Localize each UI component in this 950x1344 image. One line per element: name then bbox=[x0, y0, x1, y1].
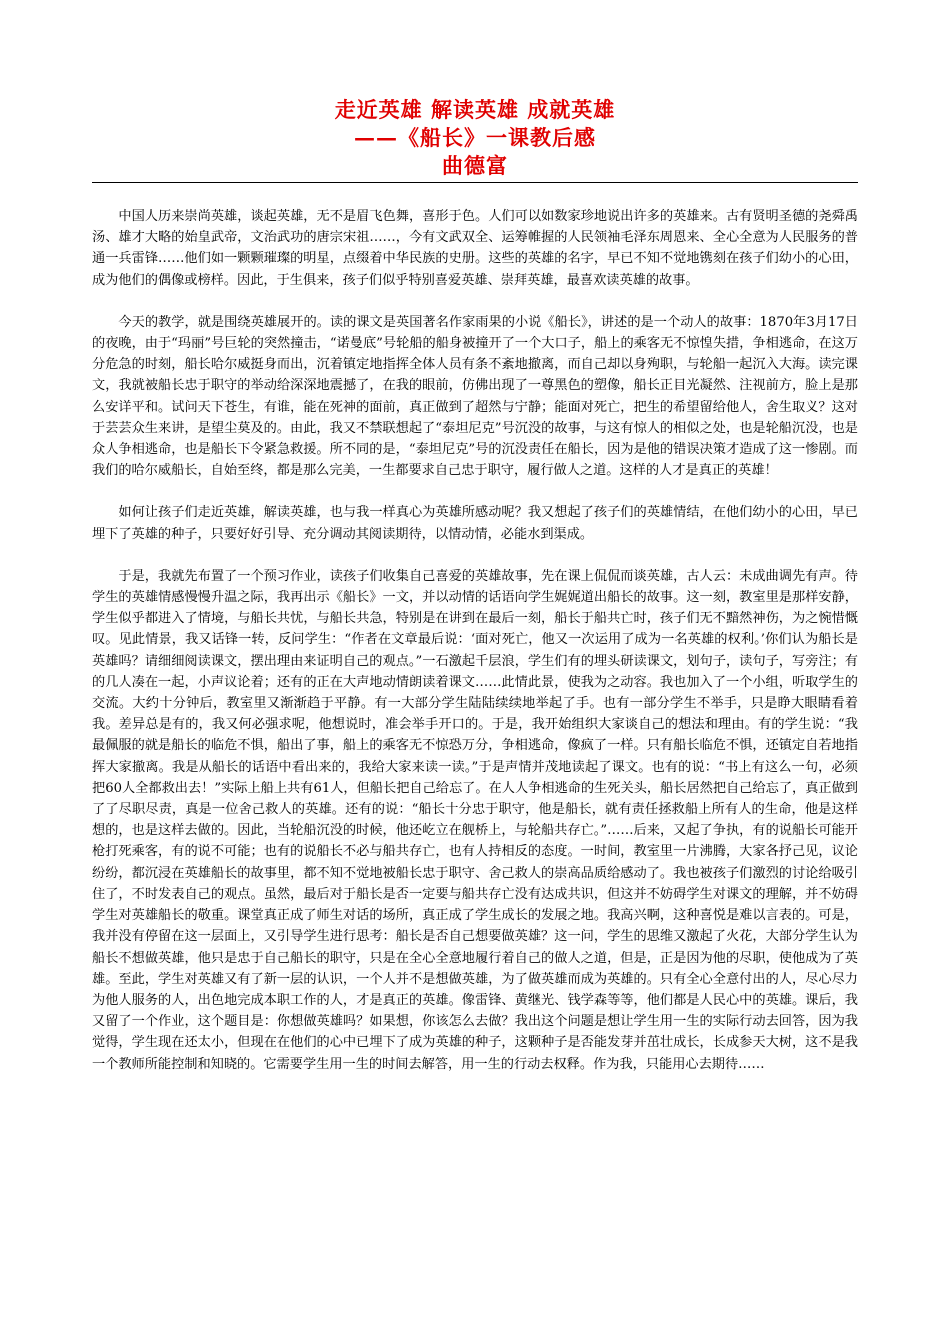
paragraph-2: 今天的教学，就是围绕英雄展开的。读的课文是英国著名作家雨果的小说《船长》，讲述的是一个动人的故事：1870年3月17日的夜晚，由于“玛丽”号巨轮的突然撞击，“诺曼底”号轮船的船身被撞开了一个大口子，船上的乘客无不惊惶失措，争相逃命，在这万分危急的时刻，船长哈尔威挺身而出，沉着镇定地指挥全体人员有条不紊地撤离，而自己却以身殉职，与轮船一起沉入大海。读完课文，我就被船长忠于职守的举动给深深地震撼了，在我的眼前，仿佛出现了一尊黑色的塑像，船长正目光凝然、注视前方，脸上是那么安详平和。试问天下苍生，有谁，能在死神的面前，真正做到了超然与宁静；能面对死亡，把生的希望留给他人，舍生取义？这对于芸芸众生来讲，是望尘莫及的。由此，我又不禁联想起了“泰坦尼克”号沉没的故事，与这有惊人的相似之处，也是轮船沉没，也是众人争相逃命，也是船长下令紧急救援。所不同的是，“泰坦尼克”号的沉没责任在船长，因为是他的错误决策才造成了这一惨剧。而我们的哈尔威船长，自始至终，都是那么完美，一生都要求自己忠于职守，履行做人之道。这样的人才是真正的英雄！ bbox=[92, 314, 858, 479]
title-subtitle: ——《船长》一课教后感 bbox=[354, 125, 596, 150]
article-body bbox=[92, 206, 858, 1096]
title-divider bbox=[92, 182, 858, 183]
paragraph-4: 于是，我就先布置了一个预习作业，读孩子们收集自己喜爱的英雄故事，先在课上侃侃而谈英雄，古人云：未成曲调先有声。待学生的英雄情感慢慢升温之际，我再出示《船长》一文，并以动情的话语向学生娓娓道出船长的故事。这一刻，教室里是那样安静，学生似乎都进入了情境，与船长共忧，与船长共急，特别是在讲到在最后一刻，船长于船共亡时，孩子们无不黯然神伤，为之惋惜慨叹。见此情景，我又话锋一转，反问学生：“作者在文章最后说：‘面对死亡，他又一次运用了成为一名英雄的权利。’你们认为船长是英雄吗？请细细阅读课文，摆出理由来证明自己的观点。”一石激起千层浪，学生们有的埋头研读课文，划句子，读句子，写旁注；有的几人凑在一起，小声议论着；还有的正在大声地动情朗读着课文……此情此景，使我为之动容。我也加入了一个小组，听取学生的交流。大约十分钟后，教室里又渐渐趋于平静。有一大部分学生陆陆续续地举起了手。也有一部分学生不举手，只是睁大眼睛看着我。差异总是有的，我又何必强求呢，他想说时，准会举手开口的。于是，我开始组织大家谈自己的想法和理由。有的学生说：“我最佩服的就是船长的临危不惧，船出了事，船上的乘客无不惊恐万分，争相逃命，像疯了一样。只有船长临危不惧，还镇定自若地指挥大家撤离。我是从船长的话语中看出来的，我给大家来读一读。”于是声情并茂地读起了课文。也有的说：“书上有这么一句，必须把60人全都救出去！”实际上船上共有61人，但船长把自己给忘了。在人人争相逃命的生死关头，船长居然把自己给忘了，真正做到了了尽职尽责，真是一位舍己救人的英雄。还有的说：“船长十分忠于职守，他是船长，就有责任拯救船上所有人的生命，他是这样想的，也是这样去做的。因此，当轮船沉没的时候，他还屹立在舰桥上，与轮船共存亡。”……后来，又起了争执，有的说船长可能开枪打死乘客，有的说不可能；也有的说船长不必与船共存亡，也有人持相反的态度。一时间，教室里一片沸腾，大家各抒己见，议论纷纷，都沉浸在英雄船长的故事里，都不知不觉地被船长忠于职守、舍己救人的崇高品质给感动了。我也被孩子们激烈的讨论给吸引住了，不时发表自己的观点。虽然，最后对于船长是否一定要与船共存亡没有达成共识，但这并不妨碍学生对课文的理解，并不妨碍学生对英雄船长的敬重。课堂真正成了师生对话的场所，真正成了学生成长的发展之地。我高兴啊，这种喜悦是难以言表的。可是，我并没有停留在这一层面上，又引导学生进行思考：船长是否自己想要做英雄？这一问，学生的思维又激起了火花，大部分学生认为船长不想做英雄，他只是忠于自己船长的职守，只是在全心全意地履行着自己的做人之道，但是，正是因为他的尽职，使他成为了英雄。至此，学生对英雄又有了新一层的认识，一个人并不是想做英雄，为了做英雄而成为英雄的。只有全心全意付出的人，尽心尽力为他人服务的人，出色地完成本职工作的人，才是真正的英雄。像雷锋、黄继光、钱学森等等，他们都是人民心中的英雄。课后，我又留了一个作业，这个题目是：你想做英雄吗？如果想，你该怎么去做？我出这个问题是想让学生用一生的实际行动去回答，因为我觉得，学生现在还太小，但现在在他们的心中已埋下了成为英雄的种子，这颗种子是否能发芽并茁壮成长，长成参天大树，这不是我一个教师所能控制和知晓的。它需要学生用一生的时间去解答，用一生的行动去权释。作为我，只能用心去期待…… bbox=[92, 568, 858, 1072]
title-block bbox=[92, 96, 858, 180]
paragraph-1: 中国人历来崇尚英雄，谈起英雄，无不是眉飞色舞，喜形于色。人们可以如数家珍地说出许多的英雄来。古有贤明圣德的尧舜禹汤、雄才大略的始皇武帝，文治武功的唐宗宋祖……，今有文武双全、运筹帷握的人民领袖毛泽东周恩来、全心全意为人民服务的普通一兵雷锋……他们如一颗颗璀璨的明星，点缀着中华民族的史册。这些的英雄的名字，早已不知不觉地镌刻在孩子们幼小的心田，成为他们的偶像或榜样。因此，于生俱来，孩子们似乎特别喜爱英雄、崇拜英雄，最喜欢读英雄的故事。 bbox=[92, 209, 858, 288]
title-main: 走近英雄 解读英雄 成就英雄 bbox=[334, 97, 616, 122]
paragraph-3: 如何让孩子们走近英雄，解读英雄，也与我一样真心为英雄所感动呢？我又想起了孩子们的英雄情结，在他们幼小的心田，早已埋下了英雄的种子，只要好好引导、充分调动其阅读期待，以情动情，必能水到渠成。 bbox=[92, 505, 858, 542]
author-name: 曲德富 bbox=[442, 153, 508, 178]
